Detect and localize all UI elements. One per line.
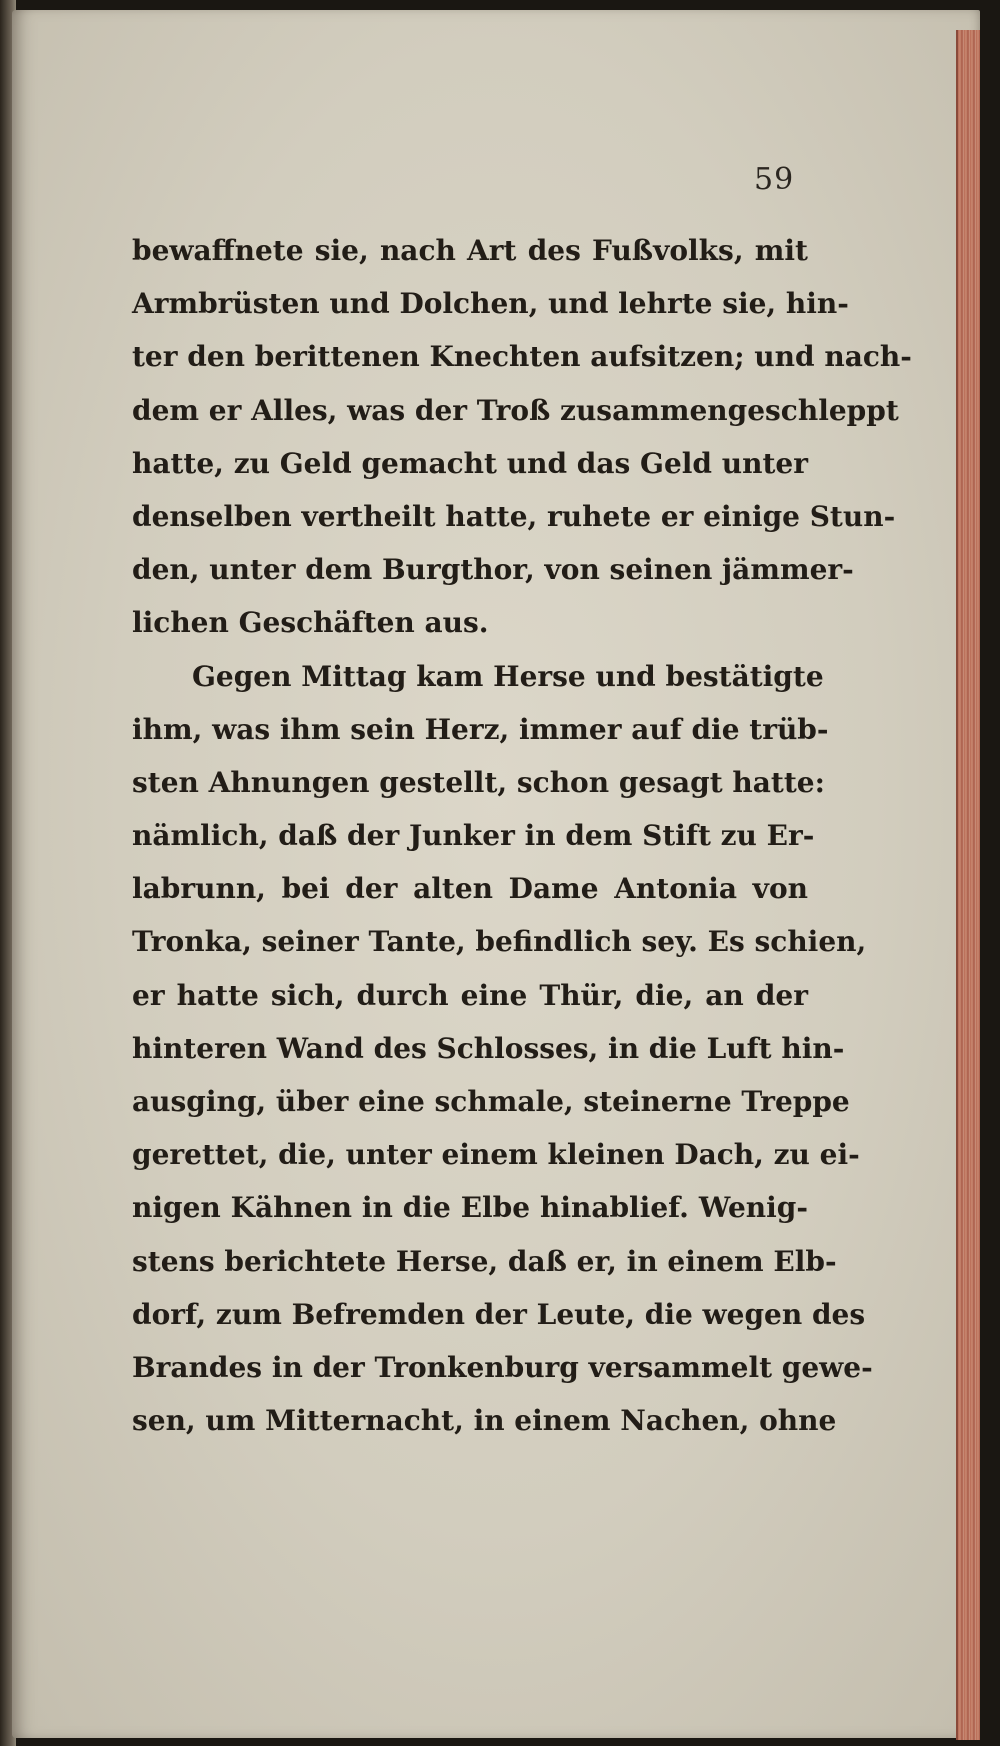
text-line: labrunn, bei der alten Dame Antonia von [132,872,808,906]
text-line: bewaffnete sie, nach Art des Fußvolks, mit [132,234,808,267]
text-line: hatte, zu Geld gemacht und das Geld unter [132,446,808,480]
text-line-paragraph-start: Gegen Mittag kam Herse und bestätigte [192,659,824,693]
text-line: sen, um Mitternacht, in einem Nachen, ohne [132,1404,837,1438]
text-line: hinteren Wand des Schlosses, in die Luft hin- [132,1031,845,1065]
text-line: den, unter dem Burgthor, von seinen jämmer- [132,553,854,587]
text-line: Tronka, seiner Tante, befindlich sey. Es schien, [132,925,867,959]
text-line: nämlich, daß der Junker in dem Stift zu Er- [132,819,815,853]
text-line: lichen Geschäften aus. [132,606,489,640]
text-line: gerettet, die, unter einem kleinen Dach, zu ei- [132,1138,860,1172]
text-line: sten Ahnungen gestellt, schon gesagt hatte: [132,765,825,799]
body-text [132,224,912,1447]
text-line: dorf, zum Befremden der Leute, die wegen des [132,1297,866,1331]
text-line: stens berichtete Herse, daß er, in einem Elb- [132,1244,837,1278]
page-edge-red [956,30,980,1740]
text-line: nigen Kähnen in die Elbe hinablief. Wenig- [132,1191,808,1225]
text-line: ihm, was ihm sein Herz, immer auf die trüb- [132,712,829,746]
text-line: Armbrüsten und Dolchen, und lehrte sie, hin- [132,287,849,321]
page-number: 59 [754,162,795,197]
text-line: dem er Alles, was der Troß zusammengeschleppt [132,393,899,427]
book-page [12,10,980,1738]
text-line: ter den berittenen Knechten aufsitzen; und nach- [132,340,912,374]
text-line: er hatte sich, durch eine Thür, die, an der [132,978,808,1012]
text-line: Brandes in der Tronkenburg versammelt gewe- [132,1350,873,1384]
text-line: denselben vertheilt hatte, ruhete er einige Stun- [132,499,896,533]
text-line: ausging, über eine schmale, steinerne Treppe [132,1085,850,1118]
